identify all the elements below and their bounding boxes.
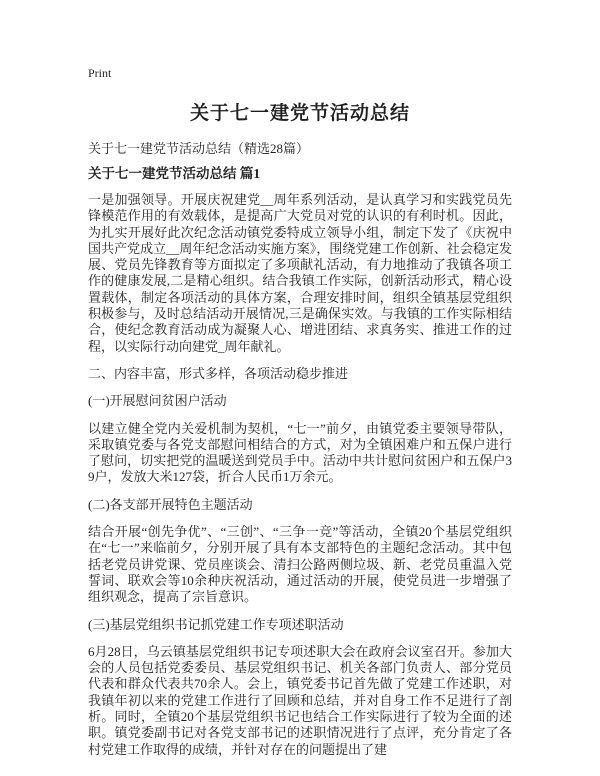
subsection-heading-2: (二)各支部开展特色主题活动 [88,496,253,512]
subsection-heading-3: (三)基层党组织书记抓党建工作专项述职活动 [88,616,344,632]
paragraph-overview: 一是加强领导。开展庆祝建党__周年系列活动，是认真学习和实践党员先锋模范作用的有效载体，是提高广大党员对党的认识的有利时机。因此，为扎实开展好此次纪念活动镇党委特成立领导小组，制定下发了《庆祝中国共产党成立__周年纪念活动实施方案》，围绕党建工作创新、社会稳定发展、党员先锋教育等方面拟定了多项献礼活动，有力地推动了我镇各项工作的健康发展,二是精心组织。结合我镇工作实际，创新活动形式，精心设置载体，制定各项活动的具体方案，合理安排时间，组织全镇基层党组织积极参与，及时总结活动开展情况,三是确保实效。与我镇的工作实际相结合，使纪念教育活动成为凝聚人心、增进团结、求真务实、推进工作的过程，以实际行动向建党_周年献礼。 [88,192,512,354]
document-subtitle: 关于七一建党节活动总结（精选28篇） [88,141,310,156]
page-title: 关于七一建党节活动总结 [189,103,410,124]
paragraph-subsection-2: 结合开展“创先争优”、“三创”、“三争一竞”等活动，全镇20个基层党组织在“七一”来临前夕，分别开展了具有本支部特色的主题纪念活动。其中包括老党员讲党课、党员座谈会、清扫公路两侧垃圾、新、老党员重温入党誓词、联欢会等10余种庆祝活动，通过活动的开展，使党员进一步增强了组织观念，提高了宗旨意识。 [88,524,512,605]
paragraph-subsection-1: 以建立健全党内关爱机制为契机，“七一”前夕，由镇党委主要领导带队，采取镇党委与各党支部慰问相结合的方式，对为全镇困难户和五保户进行了慰问，切实把党的温暖送到党员手中。活动中共计慰问贫困户和五保户39户，发放大米127袋，折合人民币1万余元。 [88,420,512,485]
section-heading-2: 二、内容丰富，形式多样，各项活动稳步推进 [88,365,349,381]
subsection-heading-1: (一)开展慰问贫困户活动 [88,393,227,409]
paragraph-subsection-3: 6月28日，乌云镇基层党组织书记专项述职大会在政府会议室召开。参加大会的人员包括党委委员、基层党组织书记、机关各部门负责人、部分党员代表和群众代表共70余人。会上，镇党委书记首先做了党建工作述职，对我镇年初以来的党建工作进行了回顾和总结，并对自身工作不足进行了剖析。同时，全镇20个基层党组织书记也结合工作实际进行了较为全面的述职。镇党委副书记对各党支部书记的述职情况进行了点评，充分肯定了各村党建工作取得的成绩，并针对存在的问题提出了建 [88,643,512,757]
article-heading: 关于七一建党节活动总结 篇1 [88,166,261,181]
print-link[interactable]: Print [88,66,112,80]
